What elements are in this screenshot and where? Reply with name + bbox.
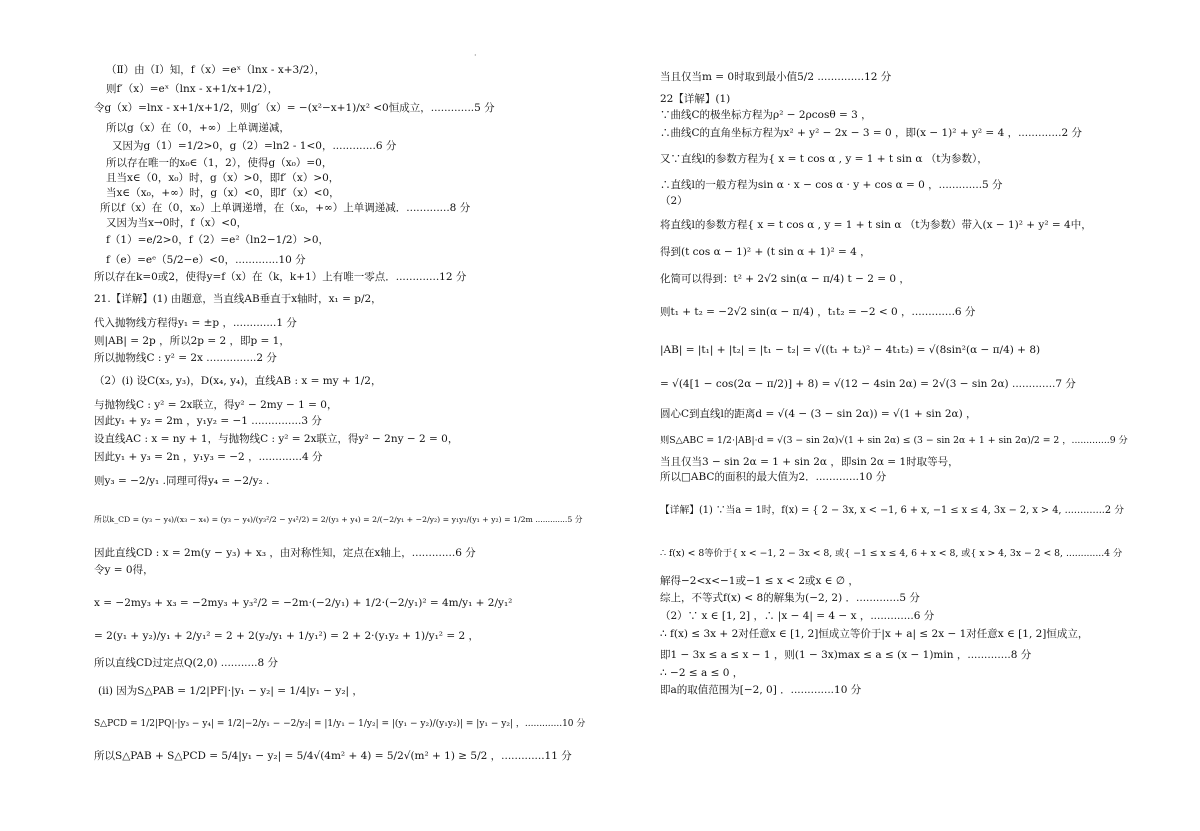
right-line-12: |AB| = |t₁| + |t₂| = |t₁ − t₂| = √((t₁ + t₂)² − 4t₁t₂) = √(8sin²(α − π/4) + 8) — [660, 344, 1041, 356]
left-line-16: 则|AB| = 2p ，所以2p = 2 ，即p = 1， — [94, 335, 290, 347]
right-line-8: 将直线l的参数方程{ x = t cos α , y = 1 + t sin α （t为参数）带入(x − 1)² + y² = 4中， — [660, 219, 1092, 231]
right-line-11: 则t₁ + t₂ = −2√2 sin(α − π/4) ，t₁t₂ = −2 < 0 ，.............6 分 — [660, 306, 976, 318]
left-line-18: （2）(i) 设C(x₃, y₃)，D(x₄, y₄)，直线AB : x = my + 1/2， — [94, 375, 382, 387]
right-line-13: = √(4[1 − cos(2α − π/2)] + 8) = √(12 − 4sin 2α) = 2√(3 − sin 2α) .............7 分 — [660, 378, 1076, 390]
right-line-7: （2） — [660, 195, 688, 207]
right-line-1: 当且仅当m = 0时取到最小值5/2 ..............12 分 — [660, 71, 892, 83]
left-line-15: 代入抛物线方程得y₁ = ±p ，.............1 分 — [94, 317, 297, 329]
left-line-26: 令y = 0得， — [94, 564, 154, 576]
left-line-14: 21.【详解】(1) 由题意，当直线AB垂直于x轴时，x₁ = p/2， — [94, 293, 382, 305]
right-line-24: 即1 − 3x ≤ a ≤ x − 1 ，则(1 − 3x)max ≤ a ≤ (x − 1)min ，.............8 分 — [660, 649, 1032, 661]
left-line-12: f（e）=eᵉ（5/2−e）<0，.............10 分 — [106, 254, 306, 266]
left-line-27: x = −2my₃ + x₃ = −2my₃ + y₃²/2 = −2m·(−2/y₁) + 1/2·(−2/y₁)² = 4m/y₁ + 2/y₁² — [94, 597, 513, 609]
left-line-19: 与抛物线C : y² = 2x联立，得y² − 2my − 1 = 0， — [94, 399, 338, 411]
right-line-18: 【详解】(1) ∵当a = 1时，f(x) = { 2 − 3x, x < −1, 6 + x, −1 ≤ x ≤ 4, 3x − 2, x > 4, .............2 分 — [660, 505, 1124, 516]
right-line-14: 圆心C到直线l的距离d = √(4 − (3 − sin 2α)) = √(1 + sin 2α) ， — [660, 408, 977, 420]
left-line-1: （Ⅱ）由（Ⅰ）知，f（x）=eˣ（lnx - x+3/2）， — [106, 64, 326, 76]
left-line-4: 所以g（x）在（0，+∞）上单调递减， — [106, 122, 290, 134]
left-line-10: 又因为当x→0时，f（x）<0， — [106, 217, 248, 229]
left-line-9: 所以f（x）在（0，x₀）上单调递增，在（x₀，+∞）上单调递减．.............8 分 — [100, 202, 471, 214]
right-line-3: ∵曲线C的极坐标方程为ρ² − 2ρcosθ = 3 ， — [660, 109, 872, 121]
left-line-13: 所以存在k=0或2，使得y=f（x）在（k，k+1）上有唯一零点．.............12 分 — [94, 271, 467, 283]
left-line-11: f（1）=e/2>0，f（2）=e²（ln2−1/2）>0， — [106, 234, 330, 246]
right-line-2: 22【详解】(1) — [660, 93, 731, 105]
right-line-19: ∴ f(x) < 8等价于{ x < −1, 2 − 3x < 8, 或{ −1 ≤ x ≤ 4, 6 + x < 8, 或{ x > 4, 3x − 2 < 8, .............4 分 — [660, 548, 1123, 559]
right-line-4: ∴曲线C的直角坐标方程为x² + y² − 2x − 3 = 0 ，即(x − 1)² + y² = 4 ，.............2 分 — [660, 127, 1082, 139]
left-line-5: 又因为g（1）=1/2>0，g（2）=ln2 - 1<0，.............6 分 — [112, 140, 397, 152]
right-line-23: ∴ f(x) ≤ 3x + 2对任意x ∈ [1, 2]恒成立等价于|x + a| ≤ 2x − 1对任意x ∈ [1, 2]恒成立， — [660, 628, 1089, 640]
right-line-20: 解得−2<x<−1或−1 ≤ x < 2或x ∈ ∅ ， — [660, 575, 859, 587]
right-line-17: 所以□ABC的面积的最大值为2．.............10 分 — [660, 471, 887, 483]
left-line-3: 令g（x）=lnx - x+1/x+1/2，则g′（x）= −(x²−x+1)/x² <0恒成立，.............5 分 — [94, 102, 495, 114]
left-line-2: 则f′（x）=eˣ（lnx - x+1/x+1/2）， — [106, 83, 279, 95]
right-line-21: 综上，不等式f(x) < 8的解集为(−2, 2) ．.............5 分 — [660, 592, 920, 604]
right-line-15: 则S△ABC = 1/2·|AB|·d = √(3 − sin 2α)√(1 + sin 2α) ≤ (3 − sin 2α + 1 + sin 2α)/2 = 2 ，.............9 分 — [660, 435, 1128, 446]
right-line-22: （2）∵ x ∈ [1, 2] ，∴ |x − 4| = 4 − x ，.............6 分 — [660, 610, 935, 622]
left-line-23: 则y₃ = −2/y₁ .同理可得y₄ = −2/y₂ . — [94, 475, 270, 487]
page-dot: · — [474, 51, 477, 60]
right-line-5: 又∵直线l的参数方程为{ x = t cos α , y = 1 + t sin α （t为参数）， — [660, 153, 988, 165]
left-line-29: 所以直线CD过定点Q(2,0) ...........8 分 — [94, 657, 279, 669]
right-line-16: 当且仅当3 − sin 2α = 1 + sin 2α ，即sin 2α = 1时取等号， — [660, 456, 959, 468]
right-line-25: ∴ −2 ≤ a ≤ 0 ， — [660, 667, 744, 679]
left-line-20: 因此y₁ + y₂ = 2m ，y₁y₂ = −1 ...............3 分 — [94, 415, 322, 427]
left-line-8: 当x∈（x₀，+∞）时，g（x）<0，即f′（x）<0， — [106, 187, 340, 199]
left-line-21: 设直线AC : x = ny + 1，与抛物线C : y² = 2x联立，得y² − 2ny − 2 = 0， — [94, 433, 459, 445]
left-line-32: 所以S△PAB + S△PCD = 5/4|y₁ − y₂| = 5/4√(4m² + 4) = 5/2√(m² + 1) ≥ 5/2 ，.............11 分 — [94, 750, 572, 762]
left-line-22: 因此y₁ + y₃ = 2n ，y₁y₃ = −2 ，.............4 分 — [94, 451, 323, 463]
right-line-6: ∴直线l的一般方程为sin α · x − cos α · y + cos α = 0 ，.............5 分 — [660, 179, 1003, 191]
left-line-24: 所以k_CD = (y₃ − y₄)/(x₃ − x₄) = (y₃ − y₄)/(y₃²/2 − y₄²/2) = 2/(y₃ + y₄) = 2/(−2/y₁ + −2/y₂) = y₁y₂/(y₁ + y₂) = 1/2m .............5 分 — [94, 515, 583, 524]
right-line-10: 化简可以得到：t² + 2√2 sin(α − π/4) t − 2 = 0 ， — [660, 273, 910, 285]
left-line-7: 且当x∈（0，x₀）时，g（x）>0，即f′（x）>0， — [106, 172, 340, 184]
left-line-30: (ii) 因为S△PAB = 1/2|PF|·|y₁ − y₂| = 1/4|y₁ − y₂| ， — [98, 685, 363, 697]
left-line-28: = 2(y₁ + y₂)/y₁ + 2/y₁² = 2 + 2(y₂/y₁ + 1/y₁²) = 2 + 2·(y₁y₂ + 1)/y₁² = 2 ， — [94, 630, 479, 642]
right-line-26: 即a的取值范围为[−2, 0] ．.............10 分 — [660, 684, 862, 696]
left-line-17: 所以抛物线C : y² = 2x ...............2 分 — [94, 352, 277, 364]
right-line-9: 得到(t cos α − 1)² + (t sin α + 1)² = 4 ， — [660, 246, 871, 258]
left-line-25: 因此直线CD : x = 2m(y − y₃) + x₃ ，由对称性知，定点在x轴上，.............6 分 — [94, 547, 476, 559]
left-line-31: S△PCD = 1/2|PQ|·|y₃ − y₄| = 1/2|−2/y₁ − −2/y₂| = |1/y₁ − 1/y₂| = |(y₁ − y₂)/(y₁y₂)| = |y₁ − y₂| ，.............10 分 — [94, 719, 586, 729]
left-line-6: 所以存在唯一的x₀∈（1，2），使得g（x₀）=0， — [106, 157, 333, 169]
